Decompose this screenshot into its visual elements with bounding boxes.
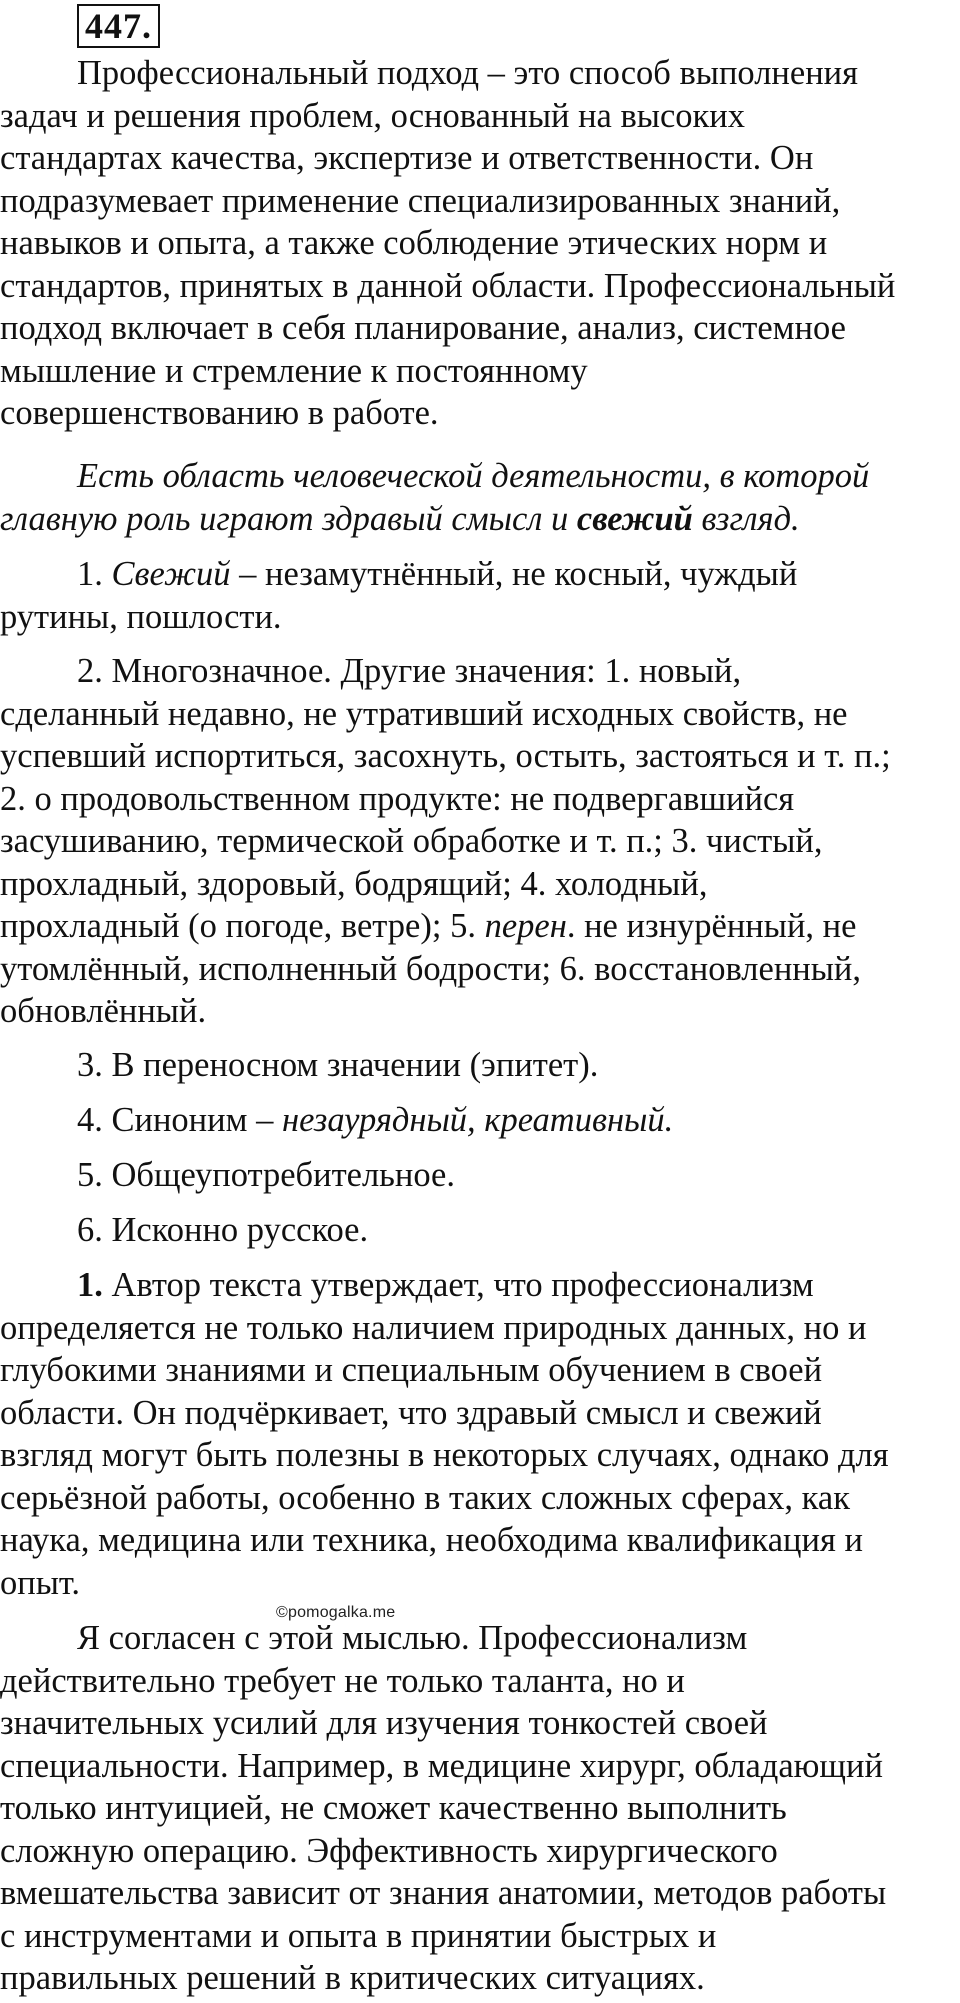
text-line: вмешательства зависит от знания анатомии, методов работы (0, 1874, 887, 1912)
text-line: области. Он подчёркивает, что здравый смысл и свежий (0, 1393, 822, 1432)
text-line: Профессиональный подход – это способ выполнения (77, 54, 859, 92)
analysis-item-4: 4. Синоним – незаурядный, креативный. (77, 1101, 674, 1139)
watermark: ©pomogalka.me (276, 1604, 396, 1621)
text-line: обновлённый. (0, 992, 207, 1030)
text-line: 2. о продовольственном продукте: не подвергавшийся (0, 779, 795, 818)
text-line: определяется не только наличием природных данных, но и (0, 1308, 867, 1347)
abbreviation: перен (484, 907, 567, 945)
text-line: стандартов, принятых в данной области. Профессиональный (0, 266, 896, 305)
text-line: правильных решений в критических ситуациях. (0, 1959, 705, 1997)
text-fragment: 4. Синоним – (77, 1101, 282, 1139)
text-fragment: . не изнурённый, не (566, 907, 857, 945)
text-line: серьёзной работы, особенно в таких сложных сферах, как (0, 1478, 850, 1517)
text-line: значительных усилий для изучения тонкостей своей (0, 1704, 768, 1742)
highlighted-word: свежий (576, 499, 693, 538)
text-fragment: – незамутнённый, не косный, чуждый (230, 555, 798, 593)
text-line: подразумевает применение специализированных знаний, (0, 181, 841, 220)
answer-marker: 1. (77, 1266, 103, 1304)
text-line: задач и решения проблем, основанный на высоких (0, 96, 746, 135)
answer-paragraph (0, 1264, 960, 1604)
term-word: Свежий (111, 555, 231, 593)
text-line: 2. Многозначное. Другие значения: 1. новый, (77, 652, 742, 690)
text-line: навыков и опыта, а также соблюдение этических норм и (0, 224, 828, 262)
text-line: 3. В переносном значении (эпитет). (77, 1046, 599, 1084)
text-line: утомлённый, исполненный бодрости; 6. восстановленный, (0, 949, 862, 988)
text-line: 5. Общеупотребительное. (77, 1156, 455, 1194)
paragraph-definition (0, 52, 960, 435)
text-fragment: главную роль играют здравый смысл и (0, 499, 577, 538)
text-line: Есть область человеческой деятельности, в которой (77, 457, 870, 495)
text-line: действительно требует не только таланта, но и (0, 1661, 685, 1700)
text-line: совершенствованию в работе. (0, 394, 439, 432)
analysis-item-5 (0, 1154, 960, 1197)
text-line: успевший испортиться, засохнуть, остыть, застояться и т. п.; (0, 737, 891, 775)
text-fragment: Автор текста утверждает, что профессионализм (102, 1266, 814, 1304)
text-line: сделанный недавно, не утративший исходных свойств, не (0, 694, 848, 733)
text-line: подход включает в себя планирование, анализ, системное (0, 309, 846, 347)
text-line: мышление и стремление к постоянному (0, 351, 588, 390)
text-line: только интуицией, не сможет качественно выполнить (0, 1789, 787, 1827)
text-line: стандартах качества, экспертизе и ответственности. Он (0, 139, 814, 177)
text-line: засушиванию, термической обработке и т. п.; 3. чистый, (0, 822, 823, 860)
text-line: сложную операцию. Эффективность хирургического (0, 1831, 778, 1870)
analysis-item-2 (0, 650, 960, 1033)
text-fragment: взгляд. (692, 499, 800, 538)
analysis-item-6 (0, 1209, 960, 1252)
text-line: опыт. (0, 1563, 81, 1602)
text-line: Я согласен с этой мыслью. Профессионализм (77, 1619, 748, 1657)
analysis-item-3 (0, 1044, 960, 1087)
text-fragment: прохладный (о погоде, ветре); 5. (0, 907, 485, 945)
text-line: прохладный, здоровый, бодрящий; 4. холодный, (0, 864, 708, 903)
synonyms: незаурядный, креативный (281, 1101, 665, 1139)
analysis-item-1: 1. Свежий – незамутнённый, не косный, чуждый рутины, пошлости. (0, 553, 960, 638)
quote-paragraph (0, 455, 960, 540)
opinion-paragraph (0, 1617, 960, 2000)
text-line: глубокими знаниями и специальным обучением в своей (0, 1351, 823, 1389)
text-line: с инструментами и опыта в принятии быстрых и (0, 1916, 717, 1955)
text-line: специальности. Например, в медицине хирург, обладающий (0, 1746, 883, 1785)
text-line: рутины, пошлости. (0, 597, 282, 636)
exercise-number: 447. (77, 4, 160, 48)
text-line: взгляд могут быть полезны в некоторых случаях, однако для (0, 1436, 889, 1474)
text-line: 6. Исконно русское. (77, 1211, 369, 1249)
text-line: наука, медицина или техника, необходима квалификация и (0, 1521, 863, 1559)
